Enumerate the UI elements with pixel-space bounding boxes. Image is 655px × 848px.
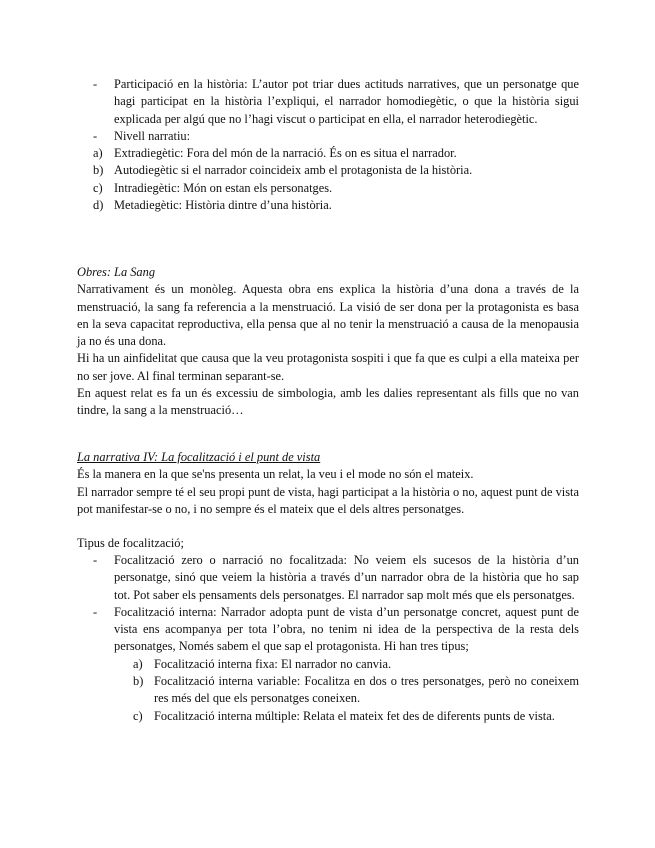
list-marker: b) [133,674,144,689]
section-heading: La narrativa IV: La focalització i el punt de vista [77,450,321,464]
focalization-types-list [93,552,579,725]
list-item-text: Focalització zero o narració no focalitzada: No veiem els sucesos de la història d’un personatge, sinó que veiem la història a través d’un narrador obra de la història que ho sap tot. Pot saber els pensaments dels personatges. El narrador sap molt més que els personatges. [114,553,579,602]
paragraph: En aquest relat es fa un és excessiu de simbologia, amb les dalies representant als fills que no van tindre, la sang a la menstruació… [77,386,579,418]
paragraph: Hi ha un ainfidelitat que causa que la veu protagonista sospiti i que fa que es culpi a ella mateixa per no ser jove. Al final terminan separant-se. [77,351,579,383]
list-item-text: Metadiegètic: Història dintre d’una història. [114,198,332,213]
list-item-text: Focalització interna fixa: El narrador no canvia. [154,656,392,671]
list-marker: a) [93,146,103,161]
list-item-text: Extradiegètic: Fora del món de la narració. És on es situa el narrador. [114,146,457,161]
sub-list-item [133,708,579,725]
sub-list-item [133,656,579,673]
list-item [93,552,579,604]
paragraph: Narrativament és un monòleg. Aquesta obra ens explica la història d’una dona a través de la menstruació, la sang fa referencia a la menstruació. La visió de ser dona per la protagonista es basa en la seva capacitat reproductiva, ella pensa que al no tenir la menstruació a causa de la menopausia ja no és una dona. [77,282,579,349]
list-item-text: Focalització interna variable: Focalitza en dos o tres personatges, però no coneixem res més del que els personatges coneixen. [154,674,579,706]
focalitzacio-section [77,449,579,552]
list-item-text: Focalització interna: Narrador adopta punt de vista d’un personatge concret, aquest punt de vista ens acompanya per tota l’obra, no tenim ni idea de la perspectiva de la resta dels personatges, Només sabem el que sap el protagonista. Hi han tres tipus; [114,604,579,654]
sub-list-item [133,673,579,708]
tipus-label: Tipus de focalització; [77,536,184,551]
sub-list-item [93,145,579,162]
bullet-marker: - [93,77,98,91]
list-item-text: Intradiegètic: Món on estan els personatges. [114,180,333,195]
list-item [93,76,579,128]
list-marker: d) [93,198,104,213]
list-item [93,604,579,656]
bullet-marker: - [93,553,98,567]
bullet-marker: - [93,604,98,619]
sub-list-item [93,180,579,197]
list-marker: b) [93,163,104,178]
list-item-text: Focalització interna múltiple: Relata el mateix fet des de diferents punts de vista. [154,708,555,723]
la-sang-section [77,264,579,420]
list-item-text: Nivell narratiu: [114,128,191,143]
narrative-levels-list [93,76,579,214]
list-marker: c) [93,180,103,195]
sub-list-item [93,197,579,214]
list-item [93,128,579,145]
sub-list-item [93,162,579,179]
paragraph: És la manera en la que se'ns presenta un relat, la veu i el mode no són el mateix. [77,467,474,482]
list-marker: a) [133,656,143,671]
bullet-marker: - [93,128,98,143]
list-marker: c) [133,708,143,723]
paragraph: El narrador sempre té el seu propi punt de vista, hagi participat a la història o no, aquest punt de vista pot manifestar-se o no, i no sempre és el mateix que el dels altres personatges. [77,484,579,516]
list-item-text: Autodiegètic si el narrador coincideix amb el protagonista de la història. [114,163,473,178]
list-item-text: Participació en la història: L’autor pot triar dues actituds narratives, que un personatge que hagi participat en la història l’expliqui, el narrador homodiegètic, o que la història sigui explicada per algú que no l’hagi viscut o participat en ella, el narrador heterodiegètic. [114,77,579,126]
section-heading: Obres: La Sang [77,265,156,279]
